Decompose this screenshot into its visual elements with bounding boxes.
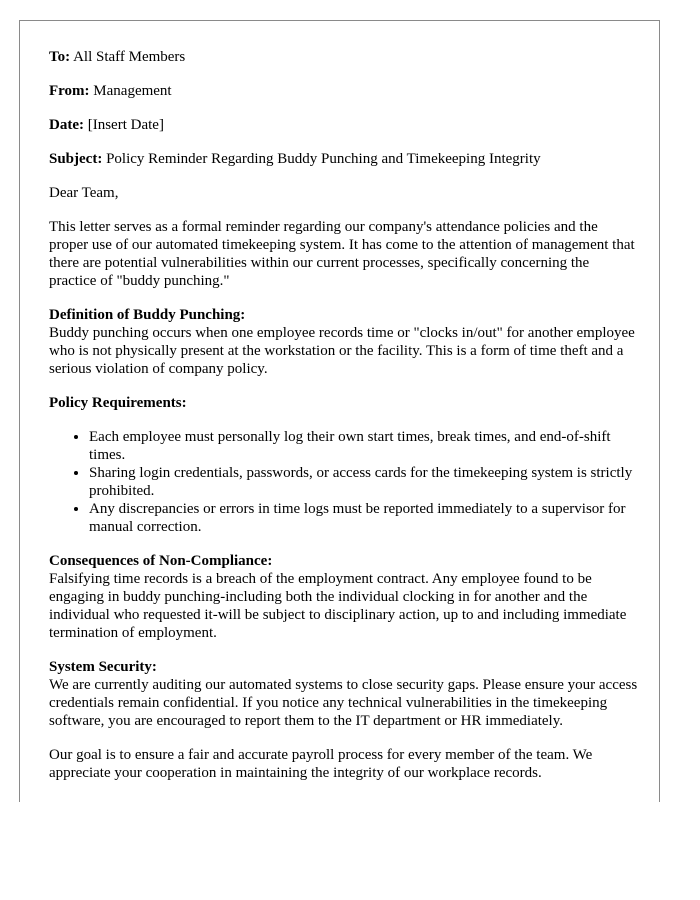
subject-line <box>49 150 639 168</box>
definition-section <box>49 306 639 378</box>
letter-content <box>49 48 639 798</box>
policy-list <box>49 428 639 536</box>
list-item: • Any discrepancies or errors in time logs must be reported immediately to a supervisor for manual correction. <box>89 500 639 536</box>
greeting: Dear Team, <box>49 185 119 201</box>
policy-title: Policy Requirements: <box>49 395 187 411</box>
to-line <box>49 48 639 66</box>
letter-page <box>19 20 660 802</box>
security-title: System Security: <box>49 659 157 675</box>
date-value: [Insert Date] <box>87 117 164 133</box>
security-body: We are currently auditing our automated systems to close security gaps. Please ensure your access credentials remain confidential. If you notice any technical vulnerabilities in the timekeeping software, you are encouraged to report them to the IT department or HR immediately. <box>49 677 638 729</box>
to-label: To: <box>49 49 71 65</box>
consequences-title: Consequences of Non-Compliance: <box>49 553 273 569</box>
intro-paragraph: This letter serves as a formal reminder regarding our company's attendance policies and the proper use of our automated timekeeping system. It has come to the attention of management that there are potential vulnerabilities within our current processes, specifically concerning the practice of "buddy punching." <box>49 219 635 289</box>
list-item: • Each employee must personally log their own start times, break times, and end-of-shift times. <box>89 428 639 464</box>
definition-title: Definition of Buddy Punching: <box>49 307 246 323</box>
definition-body: Buddy punching occurs when one employee records time or "clocks in/out" for another employee who is not physically present at the workstation or the facility. This is a form of time theft and a serious violation of company policy. <box>49 325 635 377</box>
security-section <box>49 658 639 730</box>
consequences-body: Falsifying time records is a breach of the employment contract. Any employee found to be engaging in buddy punching-including both the individual clocking in for another and the individual who requested it-will be subject to disciplinary action, up to and including immediate termination of employment. <box>49 571 627 641</box>
to-value: All Staff Members <box>73 49 186 65</box>
consequences-section <box>49 552 639 642</box>
date-label: Date: <box>49 117 84 133</box>
closing-paragraph: Our goal is to ensure a fair and accurate payroll process for every member of the team. We appreciate your cooperation in maintaining the integrity of our workplace records. <box>49 747 593 781</box>
from-value: Management <box>93 83 172 99</box>
subject-label: Subject: <box>49 151 103 167</box>
from-label: From: <box>49 83 90 99</box>
list-item: • Sharing login credentials, passwords, or access cards for the timekeeping system is strictly prohibited. <box>89 464 639 500</box>
subject-value: Policy Reminder Regarding Buddy Punching and Timekeeping Integrity <box>106 151 541 167</box>
date-line <box>49 116 639 134</box>
from-line <box>49 82 639 100</box>
